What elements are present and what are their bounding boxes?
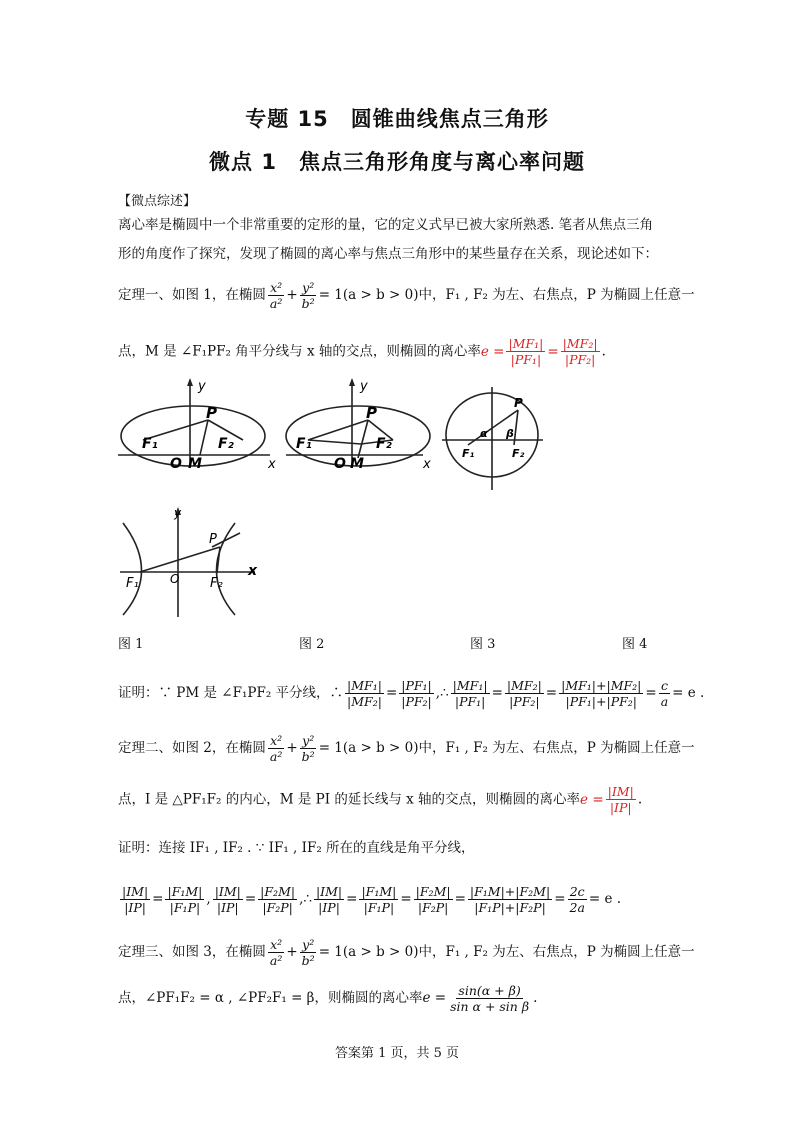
svg-text:F₂: F₂ (218, 436, 234, 452)
svg-text:x: x (423, 457, 431, 472)
svg-text:P: P (366, 404, 377, 422)
eccentricity-formula-2: e = $\frac{|IM|}{|IP|}$ (580, 784, 634, 815)
svg-text:F₁: F₁ (126, 576, 139, 591)
section-heading: 【微点综述】 (118, 194, 197, 209)
figure-3 (440, 385, 545, 493)
proof-1: 证明：∵ PM 是 ∠F₁PF₂ 平分线，∴ $\frac{\text{|MF₁|}}{\text{|MF₂|}}$ = $\frac{\text{|PF₁|}}{\text{|PF₂|}}$ ,∴ $\frac{\text{|MF₁|}}{\text{|PF₁|}}$ = $\frac{\text{|MF₂|}}{\text{|PF₂|}}$ = $\frac{\text{|MF₁|+|MF₂|}}{\text{|PF₁|+|PF₂|}}$ = $\frac{c}{a}$ = e . (118, 678, 705, 709)
svg-text:P: P (514, 396, 523, 410)
intro-line-1: 离心率是椭圆中一个非常重要的定形的量，它的定义式早已被大家所熟悉. 笔者从焦点三角 (118, 217, 654, 233)
svg-text:y: y (198, 379, 206, 394)
svg-text:P: P (209, 532, 217, 547)
svg-text:F₁: F₁ (462, 447, 475, 460)
page-title: 专题 15 圆锥曲线焦点三角形 (245, 107, 549, 131)
svg-text:P: P (206, 404, 217, 422)
theorem-3-line-2: 点，∠PF₁F₂ = α , ∠PF₂F₁ = β，则椭圆的离心率e = $\frac{\sin(\alpha + \beta)}{\text{sin α + sin β}}$ . (118, 983, 538, 1014)
theorem-2-line-2: 点，I 是 △PF₁F₂ 的内心，M 是 PI 的延长线与 x 轴的交点，则椭圆的离心率 e = $\frac{|IM|}{|IP|}$ . (118, 784, 643, 815)
page-subtitle: 微点 1 焦点三角形角度与离心率问题 (209, 150, 585, 174)
intro-line-2: 形的角度作了探究，发现了椭圆的离心率与焦点三角形中的某些量存在关系，现论述如下： (118, 246, 658, 262)
svg-text:α: α (480, 427, 488, 440)
svg-text:F₂: F₂ (512, 447, 525, 460)
theorem-1-line-2: 点，M 是 ∠F₁PF₂ 角平分线与 x 轴的交点，则椭圆的离心率 e = $\frac{\text{|MF₁|}}{\text{|PF₁|}}$ = $\frac{\text{|MF₂|}}{\text{|PF₂|}}$ . (118, 336, 606, 367)
svg-text:F₁: F₁ (142, 436, 158, 452)
figure-1-2 (118, 378, 438, 473)
svg-text:F₂: F₂ (376, 436, 392, 452)
theorem-2-line-1: 定理二、如图 2，在椭圆 $\frac{\text{x²}}{\text{a²}}$ + $\frac{\text{y²}}{\text{b²}}$ = 1(a > b > 0)中，F₁ , F₂ 为左、右焦点，P 为椭圆上任意一 (118, 733, 695, 764)
svg-text:F₁: F₁ (296, 436, 312, 452)
figure-caption-1: 图 1 (118, 637, 144, 652)
svg-text:y: y (174, 506, 182, 520)
svg-text:x: x (268, 457, 276, 472)
proof-2-equation: $\frac{|IM|}{|IP|}$ = $\frac{\text{|F₁M|}}{\text{|F₁P|}}$ , $\frac{|IM|}{|IP|}$ = $\frac{\text{|F₂M|}}{\text{|F₂P|}}$ ,∴ $\frac{|IM|}{|IP|}$ = $\frac{\text{|F₁M|}}{\text{|F₁P|}}$ = $\frac{\text{|F₂M|}}{\text{|F₂P|}}$ = $\frac{\text{|F₁M|+|F₂M|}}{\text{|F₁P|+|F₂P|}}$ = $\frac{2c}{2a}$ = e . (122, 884, 622, 915)
svg-text:y: y (360, 379, 368, 394)
theorem-3-line-1: 定理三、如图 3，在椭圆 $\frac{\text{x²}}{\text{a²}}$ + $\frac{\text{y²}}{\text{b²}}$ = 1(a > b > 0)中，F₁ , F₂ 为左、右焦点，P 为椭圆上任意一 (118, 937, 695, 968)
svg-text:β: β (506, 427, 514, 440)
figure-4 (120, 505, 265, 620)
svg-text:x: x (248, 563, 258, 579)
svg-text:O: O (170, 572, 180, 586)
svg-text:O: O (334, 456, 346, 472)
svg-text:M: M (188, 456, 202, 472)
svg-text:F₂: F₂ (210, 576, 223, 591)
proof-2-lead: 证明：连接 IF₁ , IF₂ . ∵ IF₁ , IF₂ 所在的直线是角平分线， (118, 840, 475, 856)
eccentricity-formula-1: e = $\frac{\text{|MF₁|}}{\text{|PF₁|}}$ = $\frac{\text{|MF₂|}}{\text{|PF₂|}}$ (480, 336, 598, 367)
svg-text:M: M (350, 456, 364, 472)
page-footer: 答案第 1 页，共 5 页 (334, 1046, 460, 1061)
figure-caption-3: 图 3 (470, 637, 496, 652)
figure-caption-4: 图 4 (622, 637, 648, 652)
theorem-1-line-1: 定理一、如图 1，在椭圆 $\frac{\text{x²}}{\text{a²}}$ + $\frac{\text{y²}}{\text{b²}}$ = 1(a > b > 0)中，F₁ , F₂ 为左、右焦点，P 为椭圆上任意一 (118, 280, 695, 311)
figure-caption-2: 图 2 (299, 637, 325, 652)
svg-text:O: O (170, 456, 182, 472)
